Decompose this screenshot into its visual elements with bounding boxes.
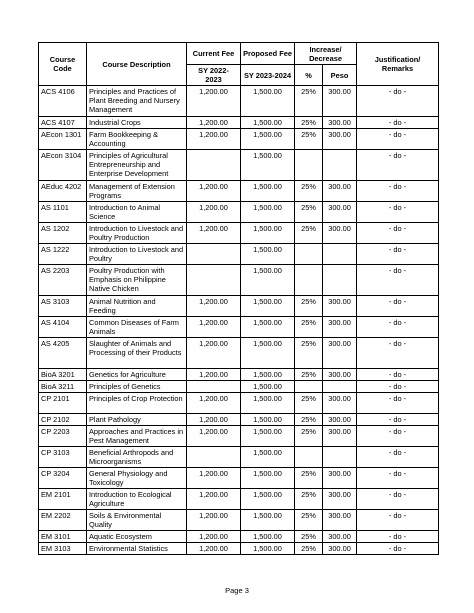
cell-remark: - do - [357,296,439,317]
cell-course-description: Introduction to Livestock and Poultry Production [87,223,187,244]
cell-current-fee: 1,200.00 [187,426,241,447]
fee-table [38,42,439,555]
cell-peso: 300.00 [323,296,357,317]
cell-course-code: CP 2203 [39,426,87,447]
cell-course-description: General Physiology and Toxicology [87,468,187,489]
table-row [39,543,439,555]
cell-proposed-fee: 1,500.00 [241,381,295,393]
cell-peso [323,265,357,296]
cell-peso: 300.00 [323,202,357,223]
cell-proposed-fee: 1,500.00 [241,317,295,338]
cell-course-code: AS 3103 [39,296,87,317]
cell-current-fee: 1,200.00 [187,543,241,555]
cell-course-description: Common Diseases of Farm Animals [87,317,187,338]
cell-current-fee: 1,200.00 [187,338,241,369]
cell-proposed-fee: 1,500.00 [241,181,295,202]
cell-course-code: AEcon 1301 [39,129,87,150]
table-row [39,317,439,338]
cell-proposed-fee: 1,500.00 [241,531,295,543]
cell-percent: 25% [295,129,323,150]
cell-proposed-fee: 1,500.00 [241,338,295,369]
cell-remark: - do - [357,393,439,414]
cell-percent: 25% [295,296,323,317]
cell-percent [295,150,323,181]
cell-course-description: Environmental Statistics [87,543,187,555]
cell-course-description: Aquatic Ecosystem [87,531,187,543]
cell-current-fee: 1,200.00 [187,531,241,543]
header-peso: Peso [323,65,357,86]
cell-percent: 25% [295,223,323,244]
header-current-sy: SY 2022- 2023 [187,65,241,86]
cell-remark: - do - [357,381,439,393]
cell-course-code: BioA 3201 [39,369,87,381]
cell-percent [295,244,323,265]
cell-proposed-fee: 1,500.00 [241,468,295,489]
cell-proposed-fee: 1,500.00 [241,202,295,223]
table-row [39,426,439,447]
table-row [39,369,439,381]
cell-course-code: ACS 4106 [39,86,87,117]
header-proposed-fee: Proposed Fee [241,43,295,65]
cell-remark: - do - [357,86,439,117]
cell-current-fee: 1,200.00 [187,181,241,202]
cell-current-fee: 1,200.00 [187,510,241,531]
table-row [39,244,439,265]
cell-percent: 25% [295,338,323,369]
cell-current-fee [187,150,241,181]
cell-proposed-fee: 1,500.00 [241,150,295,181]
cell-percent: 25% [295,181,323,202]
cell-course-description: Beneficial Arthropods and Microorganisms [87,447,187,468]
cell-course-code: AS 4205 [39,338,87,369]
cell-current-fee [187,244,241,265]
cell-peso: 300.00 [323,338,357,369]
cell-peso: 300.00 [323,86,357,117]
cell-course-code: EM 3103 [39,543,87,555]
table-row [39,338,439,369]
table-row [39,296,439,317]
cell-course-description: Genetics for Agriculture [87,369,187,381]
cell-proposed-fee: 1,500.00 [241,86,295,117]
header-increase-decrease: Increase/ Decrease [295,43,357,65]
cell-remark: - do - [357,543,439,555]
cell-percent: 25% [295,117,323,129]
cell-percent: 25% [295,86,323,117]
cell-remark: - do - [357,244,439,265]
header-percent: % [295,65,323,86]
table-row [39,181,439,202]
cell-remark: - do - [357,181,439,202]
cell-current-fee: 1,200.00 [187,317,241,338]
cell-peso: 300.00 [323,489,357,510]
cell-proposed-fee: 1,500.00 [241,265,295,296]
cell-course-description: Slaughter of Animals and Processing of their Products [87,338,187,369]
cell-course-code: CP 3204 [39,468,87,489]
header-justification: Justification/ Remarks [357,43,439,86]
cell-current-fee: 1,200.00 [187,369,241,381]
cell-peso: 300.00 [323,468,357,489]
cell-peso: 300.00 [323,426,357,447]
cell-percent [295,447,323,468]
cell-remark: - do - [357,317,439,338]
cell-percent [295,381,323,393]
table-row [39,150,439,181]
table-row [39,223,439,244]
cell-course-code: EM 3101 [39,531,87,543]
cell-course-code: EM 2202 [39,510,87,531]
cell-remark: - do - [357,468,439,489]
cell-proposed-fee: 1,500.00 [241,296,295,317]
cell-remark: - do - [357,150,439,181]
cell-percent: 25% [295,393,323,414]
page-number: Page 3 [225,586,249,595]
cell-peso: 300.00 [323,223,357,244]
table-row [39,393,439,414]
cell-course-code: ACS 4107 [39,117,87,129]
cell-current-fee: 1,200.00 [187,129,241,150]
cell-current-fee: 1,200.00 [187,468,241,489]
cell-current-fee [187,447,241,468]
cell-remark: - do - [357,129,439,150]
cell-course-description: Soils & Environmental Quality [87,510,187,531]
cell-percent: 25% [295,531,323,543]
cell-peso: 300.00 [323,117,357,129]
cell-remark: - do - [357,369,439,381]
table-row [39,381,439,393]
cell-proposed-fee: 1,500.00 [241,244,295,265]
cell-percent: 25% [295,468,323,489]
table-row [39,117,439,129]
cell-remark: - do - [357,426,439,447]
cell-current-fee [187,381,241,393]
header-proposed-sy: SY 2023-2024 [241,65,295,86]
cell-peso: 300.00 [323,393,357,414]
cell-course-description: Poultry Production with Emphasis on Philippine Native Chicken [87,265,187,296]
cell-course-code: CP 2102 [39,414,87,426]
cell-current-fee: 1,200.00 [187,489,241,510]
cell-remark: - do - [357,338,439,369]
cell-proposed-fee: 1,500.00 [241,129,295,150]
cell-peso [323,244,357,265]
cell-remark: - do - [357,489,439,510]
cell-current-fee: 1,200.00 [187,117,241,129]
cell-course-code: AS 1202 [39,223,87,244]
cell-percent: 25% [295,369,323,381]
cell-course-description: Principles of Genetics [87,381,187,393]
cell-peso: 300.00 [323,531,357,543]
header-course-code: Course Code [39,43,87,86]
header-course-description: Course Description [87,43,187,86]
cell-current-fee: 1,200.00 [187,86,241,117]
cell-percent [295,265,323,296]
cell-course-code: EM 2101 [39,489,87,510]
cell-current-fee: 1,200.00 [187,296,241,317]
cell-peso: 300.00 [323,317,357,338]
cell-current-fee: 1,200.00 [187,393,241,414]
cell-remark: - do - [357,223,439,244]
cell-remark: - do - [357,531,439,543]
cell-remark: - do - [357,117,439,129]
cell-course-code: CP 3103 [39,447,87,468]
header-current-fee: Current Fee [187,43,241,65]
table-row [39,202,439,223]
cell-course-code: CP 2101 [39,393,87,414]
cell-proposed-fee: 1,500.00 [241,414,295,426]
cell-current-fee: 1,200.00 [187,202,241,223]
table-row [39,468,439,489]
cell-proposed-fee: 1,500.00 [241,369,295,381]
cell-peso [323,447,357,468]
cell-percent: 25% [295,489,323,510]
cell-peso: 300.00 [323,543,357,555]
cell-course-code: AS 1101 [39,202,87,223]
cell-percent: 25% [295,414,323,426]
cell-course-code: AEcon 3104 [39,150,87,181]
cell-course-description: Approaches and Practices in Pest Management [87,426,187,447]
cell-course-description: Introduction to Livestock and Poultry [87,244,187,265]
cell-current-fee: 1,200.00 [187,414,241,426]
cell-course-code: BioA 3211 [39,381,87,393]
cell-peso [323,150,357,181]
cell-percent: 25% [295,202,323,223]
cell-course-code: AS 4104 [39,317,87,338]
table-row [39,531,439,543]
cell-remark: - do - [357,414,439,426]
cell-percent: 25% [295,510,323,531]
cell-remark: - do - [357,447,439,468]
cell-proposed-fee: 1,500.00 [241,223,295,244]
cell-current-fee: 1,200.00 [187,223,241,244]
cell-percent: 25% [295,426,323,447]
table-row [39,510,439,531]
cell-current-fee [187,265,241,296]
cell-proposed-fee: 1,500.00 [241,543,295,555]
cell-remark: - do - [357,510,439,531]
cell-course-description: Industrial Crops [87,117,187,129]
cell-peso: 300.00 [323,129,357,150]
cell-percent: 25% [295,317,323,338]
cell-remark: - do - [357,202,439,223]
table-row [39,447,439,468]
cell-peso: 300.00 [323,510,357,531]
cell-peso [323,381,357,393]
cell-course-description: Principles of Agricultural Entrepreneurship and Enterprise Development [87,150,187,181]
cell-course-code: AEduc 4202 [39,181,87,202]
cell-course-description: Farm Bookkeeping & Accounting [87,129,187,150]
cell-course-description: Principles of Crop Protection [87,393,187,414]
cell-course-description: Introduction to Ecological Agriculture [87,489,187,510]
cell-proposed-fee: 1,500.00 [241,510,295,531]
table-row [39,414,439,426]
cell-course-description: Introduction to Animal Science [87,202,187,223]
cell-proposed-fee: 1,500.00 [241,426,295,447]
cell-course-description: Principles and Practices of Plant Breeding and Nursery Management [87,86,187,117]
table-row [39,265,439,296]
cell-peso: 300.00 [323,369,357,381]
cell-peso: 300.00 [323,414,357,426]
table-row [39,86,439,117]
cell-proposed-fee: 1,500.00 [241,447,295,468]
cell-course-description: Animal Nutrition and Feeding [87,296,187,317]
cell-course-code: AS 1222 [39,244,87,265]
cell-peso: 300.00 [323,181,357,202]
cell-percent: 25% [295,543,323,555]
cell-proposed-fee: 1,500.00 [241,117,295,129]
cell-course-code: AS 2203 [39,265,87,296]
cell-remark: - do - [357,265,439,296]
cell-proposed-fee: 1,500.00 [241,393,295,414]
cell-course-description: Management of Extension Programs [87,181,187,202]
cell-proposed-fee: 1,500.00 [241,489,295,510]
table-row [39,489,439,510]
table-row [39,129,439,150]
cell-course-description: Plant Pathology [87,414,187,426]
